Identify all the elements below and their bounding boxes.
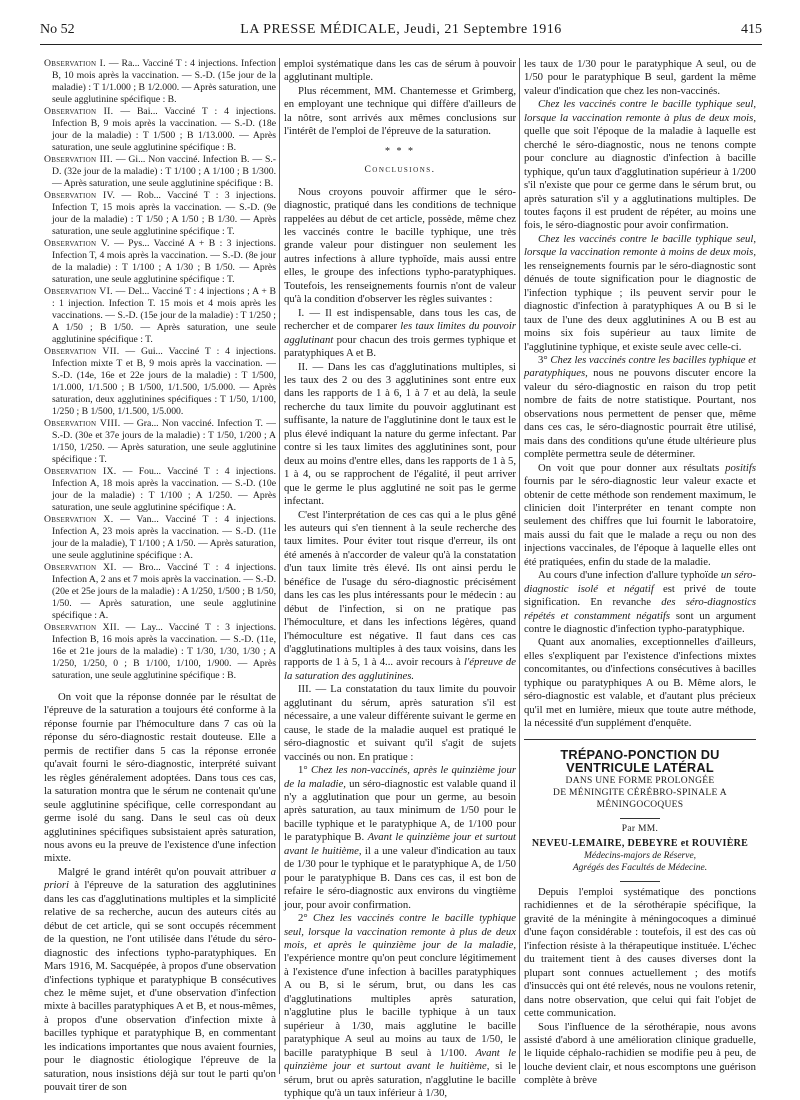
- paragraph: Sous l'influence de la sérothérapie, nous avons assisté d'abord à une amélioration clinique graduelle, le liquide céphalo-rachidien se modifie peu à peu, de louche devient clair, et nous escomptons une guérison complète à brève: [524, 1020, 756, 1087]
- observation-text: — Lay... Vacciné T : 3 injections. Infection B, 16 mois après la vaccination. — S.-D. (11e, 16e et 21e jours de la maladie) : T 1/30, 1/30, 1/30 ; A 1/250, 1/250, 0 ; B 1/100, 1/100, 1/900. — Après saturation, une seule agglutinine spécifique : B.: [52, 622, 277, 681]
- short-rule: [620, 818, 660, 819]
- observation-entry: [44, 286, 276, 346]
- text-run: est privé de toute signification. En revanche: [524, 582, 756, 609]
- observation-entry: [44, 238, 276, 286]
- italic-run: Chez les vaccinés contre le bacille typhique seul, lorsque la vaccination remonte à plus de deux mois, et après le quinzième jour de la maladie,: [284, 912, 516, 951]
- rule-item: II. — Dans les cas d'agglutinations multiples, si les taux des 2 ou des 3 agglutinines sont entre eux dans les rapports de 1 à 6, 1 à 7 et au delà, la seule recherche du taux limite du pouvoir agglutinant est suffisante, la nature de l'agglutinine dont le taux est le plus élevé indiquant la nature du germe infectant. Par contre si les taux limites des agglutinines sont, pour deux au moins d'entre elles, dans les rapports de 1 à 5, 1 à 4, ou se rapprochent de l'égalité, il peut arriver que le germe le plus agglutiné ne soit pas le germe infectant.: [284, 360, 516, 508]
- issue-number: No 52: [40, 22, 75, 37]
- text-run: 3°: [538, 353, 551, 366]
- observation-entry: [44, 466, 276, 514]
- column-right: [524, 58, 756, 1087]
- observation-text: — Bai... Vacciné T : 4 injections. Infection B, 9 mois après la vaccination. — S.-D. (18e jour de la maladie) : T 1/500 ; B 1/13.000. — Après saturation, une seule agglutinine spécifique : B.: [52, 106, 277, 153]
- observation-entry: [44, 562, 276, 622]
- section-separator: * * *: [385, 145, 415, 157]
- italic-run: les taux limites du pouvoir agglutinant: [284, 320, 517, 346]
- author-affiliation: Médecins-majors de Réserve,: [583, 851, 697, 862]
- text-run: l'expérience montre qu'on peut conclure légitimement à l'existence d'une infection à bacilles paratyphiques A ou B, si le sérum, brut, ou dans les cas d'agglutinations multiples après saturation, n'agglutine plus le bacille typhique à un taux supérieur à 1/30, mais agglutine le bacille paratyphique A seul au moins au taux de 1/50, le bacille paratyphique B seul à 1/100.: [284, 952, 516, 1059]
- text-run: 2°: [298, 912, 314, 925]
- paragraph: On voit que la réponse donnée par le résultat de l'épreuve de la saturation a toujours été conforme à la réponse fournie par l'hémoculture dans 7 cas où la réponse du séro-diagnostic restait douteuse. Elle a permis de rectifier dans 5 cas la réponse erronée qu'avait fourni le séro-diagnostic, interprété suivant les règles généralement adoptées. Dans tous ces cas, la saturation montra que le sérum ne contenait qu'une seule agglutinine spécifique, celle correspondant au germe isolé du sang. Dans le seul cas où deux agglutinines spécifiques subsistaient après saturation, nous avons eu la preuve de l'existence d'une infection mixte.: [44, 691, 276, 865]
- observation-text: — Pys... Vacciné A + B : 3 injections. Infection T, 4 mois après la vaccination. — S.-D. (8e jour de la maladie) : T 1/100 ; A 1/30 ; B 1/50. — Après saturation, une seule agglutinine spécifique : T.: [52, 238, 276, 285]
- observation-label: Observation X.: [44, 514, 114, 525]
- text-run: 1°: [298, 764, 311, 777]
- column-divider: [519, 58, 520, 1074]
- paragraph: Plus récemment, MM. Chantemesse et Grimberg, en employant une technique qui diffère d'ailleurs de la nôtre, sont arrivés aux mêmes conclusions sur l'intérêt de l'emploi de l'épreuve de la saturation.: [284, 84, 516, 138]
- paragraph: Depuis l'emploi systématique des ponctions rachidiennes et de la sérothérapie spécifique, la gravité de la méningite à méningocoques a diminué d'une façon considérable : toutefois, il est des cas où l'infection résiste à la thérapeutique instituée. L'échec du traitement tient à des causes diverses dont la plupart sont connues actuellement ; des motifs d'insuccès qui ont été relevés, nous ne voulons retenir, dans notre observation, que celui qui fait l'objet de cette communication.: [524, 886, 756, 1020]
- text-run: un séro-diagnostic est valable quand il n'y a agglutination que pour un germe, au besoin après saturation, au taux minimum de 1/50 pour le bacille typhique et le paratyphique A, de 1/100 pour le paratyphique B.: [284, 777, 516, 844]
- text-run: Malgré le grand intérêt qu'on pouvait attribuer: [58, 865, 267, 878]
- observation-label: Observation IX.: [44, 466, 117, 477]
- text-run: quelle que soit l'époque de la maladie à laquelle est cherché le séro-diagnostic, nous ne tenons compte pour conclure au diagnostic d'infection à bacille typhique, qu'un taux d'agglutination supérieur à 1/200 s'il n'existe que pour ce germe dans le sérum brut, ou après saturation s'il y a agglutinations multiples. De toutes façons il est prudent de répéter, au moins une fois, le séro-diagnostic pour avoir confirmation.: [524, 125, 756, 232]
- paragraph: [284, 509, 516, 684]
- italic-run: Chez les vaccinés contre les bacilles typhique et paratyphiques,: [524, 353, 756, 380]
- observation-label: Observation V.: [44, 238, 110, 249]
- rule-subitem: [284, 764, 516, 912]
- observation-list: [44, 58, 276, 682]
- author-affiliation: Agrégés des Facultés de Médecine.: [572, 863, 708, 874]
- observation-label: Observation II.: [44, 106, 114, 117]
- text-run: les renseignements fournis par le séro-diagnostic sont dénués de toute signification pour le diagnostic de l'infection typhique ; ils peuvent servir pour le diagnostic d'infection à paratyphiques A ou B si le taux de l'une des deux agglutinines A ou B est au moins six fois supérieur au taux limite de l'agglutinine typhique, et existe seule avec celle-ci.: [524, 259, 756, 353]
- italic-run: Avant le quinzième jour et surtout avant le huitième,: [284, 831, 517, 857]
- observation-text: — Del... Vacciné T : 4 injections ; A + B : 1 injection. Infection T. 15 mois et 4 mois après les vaccinations. — S.-D. (15e jour de la maladie) : T 1/250 ; A 1/50 ; B 1/50. — Après saturation, une seule agglutinine spécifique : T.: [52, 286, 277, 345]
- text-run: nous ne pouvons discuter encore la valeur du séro-diagnostic en raison du trop petit nombre de faits de notre statistique. Pourtant, nos observations nous permettent de penser que, même dans ces cas, le séro-diagnostic pourrait être utilisé, mais dans des conditions qu'une étude ultérieure plus complète permettra seule de déterminer.: [524, 367, 756, 461]
- paragraph: [524, 462, 756, 570]
- italic-run: a priori: [44, 865, 276, 892]
- paragraph: Quant aux anomalies, exceptionnelles d'ailleurs, elles s'expliquent par l'existence d'infections mixtes concomitantes, ou d'infections consécutives à bacilles typhique ou paratyphiques A ou B. Même alors, le séro-diagnostic est valable, et d'autant plus précieux qu'il met en lumière, mieux que toute autre méthode, la nécessité d'un supplément d'enquête.: [524, 636, 756, 730]
- short-rule: [620, 881, 660, 882]
- italic-run: un séro-diagnostic isolé et négatif: [524, 569, 756, 595]
- article-authors: NEVEU-LEMAIRE, DEBEYRE et ROUVIÈRE: [531, 837, 749, 849]
- observation-text: — Ra... Vacciné T : 4 injections. Infection B, 10 mois après la vaccination. — S.-D. (15e jour de la maladie) : T 1/1.000 ; B 1/2.000. — Après saturation, une seule agglutinine spécifique : B.: [52, 58, 276, 105]
- rule-item: [284, 307, 516, 361]
- italic-run: Chez les vaccinés contre le bacille typhique seul, lorsque la vaccination remonte à plus de deux mois,: [524, 98, 756, 124]
- article-title: TRÉPANO-PONCTION DU VENTRICULE LATÉRAL: [560, 746, 720, 776]
- text-run: il a une valeur d'indication au taux de 1/30 pour le typhique et le paratyphique A, de 1/50 pour le paratyphique B. Dans ces cas, il est bon de refaire le séro-diagnostic aux environs du vingtième jour, pour avoir confirmation.: [284, 844, 516, 911]
- observation-entry: [44, 418, 276, 466]
- italic-run: l'épreuve de la saturation des agglutinines.: [284, 656, 516, 682]
- observation-entry: [44, 190, 276, 238]
- italic-run: Chez les non-vaccinés, après le quinzième jour de la maladie,: [284, 764, 516, 790]
- observation-entry: [44, 58, 276, 106]
- observation-text: — Gui... Vacciné T : 4 injections. Infection mixte T et B, 9 mois après la vaccination. — S.-D. (14e, 16e et 22e jours de la maladie) : T 1/500, 1/1.000, 1/1.500 ; B 1/500, 1/1.500, 1/5.000. — Après saturation, deux agglutinines spécifiques : T 1/50, 1/100, 1/250 ; B 1/500, 1/1.500, 1/5.000.: [52, 346, 276, 417]
- header-rule: [40, 44, 762, 45]
- observation-label: Observation IV.: [44, 190, 116, 201]
- paragraph: les taux de 1/30 pour le paratyphique A seul, ou de 1/50 pour le paratyphique B seul, gardent la même valeur d'indication que chez les non-vaccinés.: [524, 58, 756, 97]
- observation-entry: [44, 346, 276, 418]
- running-header: [40, 22, 762, 42]
- italic-run: positifs: [725, 461, 756, 474]
- italic-run: des séro-diagnostics répétés et constamment négatifs: [524, 596, 756, 622]
- observation-label: Observation VIII.: [44, 418, 121, 429]
- section-heading: Conclusions.: [364, 165, 436, 176]
- column-divider: [279, 58, 280, 1074]
- observation-text: — Fou... Vacciné T : 4 injections. Infection A, 18 mois après la vaccination. — S.-D. (10e jour de la maladie) : T 1/100 ; A 1/250. — Après saturation, une seule agglutinine spécifique : A.: [52, 466, 276, 513]
- rule-subitem: [284, 912, 516, 1100]
- text-run: I. — Il est indispensable, dans tous les cas, de rechercher et de comparer: [284, 306, 516, 333]
- observation-label: Observation VII.: [44, 346, 120, 357]
- observation-entry: [44, 622, 276, 682]
- italic-run: Avant le quinzième jour et surtout avant le huitième,: [284, 1046, 516, 1073]
- paragraph: [524, 354, 756, 462]
- text-run: On voit que pour donner aux résultats: [538, 461, 720, 474]
- journal-title: LA PRESSE MÉDICALE, Jeudi, 21 Septembre 1916: [240, 22, 562, 37]
- text-run: à l'épreuve de la saturation des agglutinines dans les cas d'agglutinations multiples et la simplicité relative de sa recherche, aucun des auteurs cités au début de cet article, qui se sont occupés récemment de la question, ne l'ont utilisée dans l'étude du séro-diagnostic des infections typho-paratyphiques. En Mars 1916, M. Sacquépée, à propos d'une observation d'infections typhique et paratyphique B consécutives chez le même sujet, et d'une observation d'infection mixte à bacilles paratyphiques A et B, et nous-mêmes, à propos d'une observation d'infection mixte à bacilles typhique et paratyphique B, en commentant les indications importantes que nous avaient fournies, pour le diagnostic étiologique l'épreuve de la saturation, nous insistions déjà sur tout le parti qu'on pouvait tirer de son: [44, 879, 276, 1094]
- text-run: Au cours d'une infection d'allure typhoïde: [538, 569, 719, 582]
- article-subtitle: DE MÉNINGITE CÉRÉBRO-SPINALE A MÉNINGOCOQUES: [553, 787, 727, 810]
- text-run: fournis par le séro-diagnostic leur valeur exacte et obtenir de cette méthode son rendement maximum, le clinicien doit l'interpréter en tenant compte non seulement des chiffres que lui fournit le laboratoire, mais aussi du fait que le malade a reçu ou non des injections vaccinales, de l'époque à laquelle elles ont été pratiquées, enfin du stade de la maladie.: [524, 475, 756, 568]
- observation-text: — Van... Vacciné T : 4 injections. Infection A, 23 mois après la vaccination. — S.-D. (11e jour de la maladie), T 1/100 ; A 1/50. — Après saturation, une seule agglutinine spécifique : A.: [52, 514, 277, 561]
- observation-label: Observation XII.: [44, 622, 120, 633]
- paragraph: [524, 98, 756, 233]
- paragraph: emploi systématique dans les cas de sérum à pouvoir agglutinant multiple.: [284, 58, 516, 84]
- article-subtitle: DANS UNE FORME PROLONGÉE: [565, 775, 715, 786]
- observation-text: — Gra... Non vacciné. Infection T. — S.-D. (30e et 37e jours de la maladie) : T 1/50, 1/200 ; A 1/150, 1/250. — Après saturation, une seule agglutinine spécifique : T.: [52, 418, 276, 465]
- page-number: 415: [741, 22, 762, 37]
- paragraph: [524, 233, 756, 354]
- text-run: C'est l'interprétation de ces cas qui a le plus gêné les auteurs qui s'en tiennent à la seule recherche des taux limites. Pour éviter tout risque d'erreur, ils ont été amenés à n'accorder de valeur qu'à la constatation d'un taux limite très élevé. Ils ont ainsi perdu le bénéfice de l'usage du séro-diagnostic précisément dans les cas les plus intéressants pour le médecin : au début de l'infection, si on ne pratique pas l'hémoculture, et dans les infections légères, quand l'hémoculture est négative. Il faut dans ces cas d'agglutinations multiples à des taux voisins, dans les rapports de 1 à 5, 1 à 4... avoir recours à: [284, 508, 516, 669]
- column-middle: [284, 58, 517, 1099]
- observation-entry: [44, 154, 276, 190]
- text-run: sont un argument contre le diagnostic d'infection typho-paratyphique.: [524, 609, 756, 636]
- paragraph: Nous croyons pouvoir affirmer que le séro-diagnostic, pratiqué dans les conditions de technique rappelées au début de cet article, possède, même chez les vaccinés contre le bacille typhique, une très grande valeur pour distinguer non seulement les autres infections à allure typhoïde, mais aussi entre elles, le groupe des infections typho-paratyphiques. Toutefois, les renseignements fournis n'ont de valeur qu'à la condition d'observer les règles suivantes :: [284, 185, 516, 306]
- paragraph: [44, 866, 276, 1095]
- paragraph: [524, 569, 756, 636]
- observation-label: Observation I.: [44, 58, 106, 69]
- observation-label: Observation III.: [44, 154, 113, 165]
- rule-item: III. — La constatation du taux limite du pouvoir agglutinant du sérum, après saturation s'il est nécessaire, a une valeur différente suivant le germe en cause, le stade de la maladie auquel est pratiqué le séro-diagnostic et suivant qu'il s'agit de sujets vaccinés ou non. En pratique :: [284, 683, 516, 763]
- observation-entry: [44, 514, 276, 562]
- text-run: si le sérum, brut ou après saturation, n'agglutine le bacille typhique qu'à un taux inférieur à 1/30,: [284, 1060, 517, 1099]
- observation-text: — Gi... Non vacciné. Infection B. — S.-D. (32e jour de la maladie) : T 1/100 ; A 1/100 ; B 1/300. — Après saturation, une seule agglutinine spécifique : B.: [52, 154, 277, 189]
- article-separator: [524, 739, 756, 740]
- observation-text: — Bro... Vacciné T : 4 injections. Infection A, 2 ans et 7 mois après la vaccination. — S.-D. (20e et 25e jours de la maladie) : A 1/250, 1/500 ; B 1/50, 1/50. — Après saturation, une seule agglutinine spécifique : A.: [52, 562, 276, 621]
- byline-prefix: Par MM.: [621, 823, 659, 834]
- observation-label: Observation XI.: [44, 562, 117, 573]
- text-run: pour chacun des trois germes typhique et paratyphiques A et B.: [284, 333, 516, 360]
- column-left: [44, 58, 277, 1094]
- observation-text: — Rob... Vacciné T : 3 injections. Infection T, 15 mois après la vaccination. — S.-D. (9e jour de la maladie) : T 1/50 ; A 1/50 ; B 1/30. — Après saturation, une seule agglutinine spécifique : T.: [52, 190, 276, 237]
- observation-label: Observation VI.: [44, 286, 113, 297]
- observation-entry: [44, 106, 276, 154]
- italic-run: Chez les vaccinés contre le bacille typhique seul, lorsque la vaccination remonte à moins de deux mois,: [524, 232, 756, 259]
